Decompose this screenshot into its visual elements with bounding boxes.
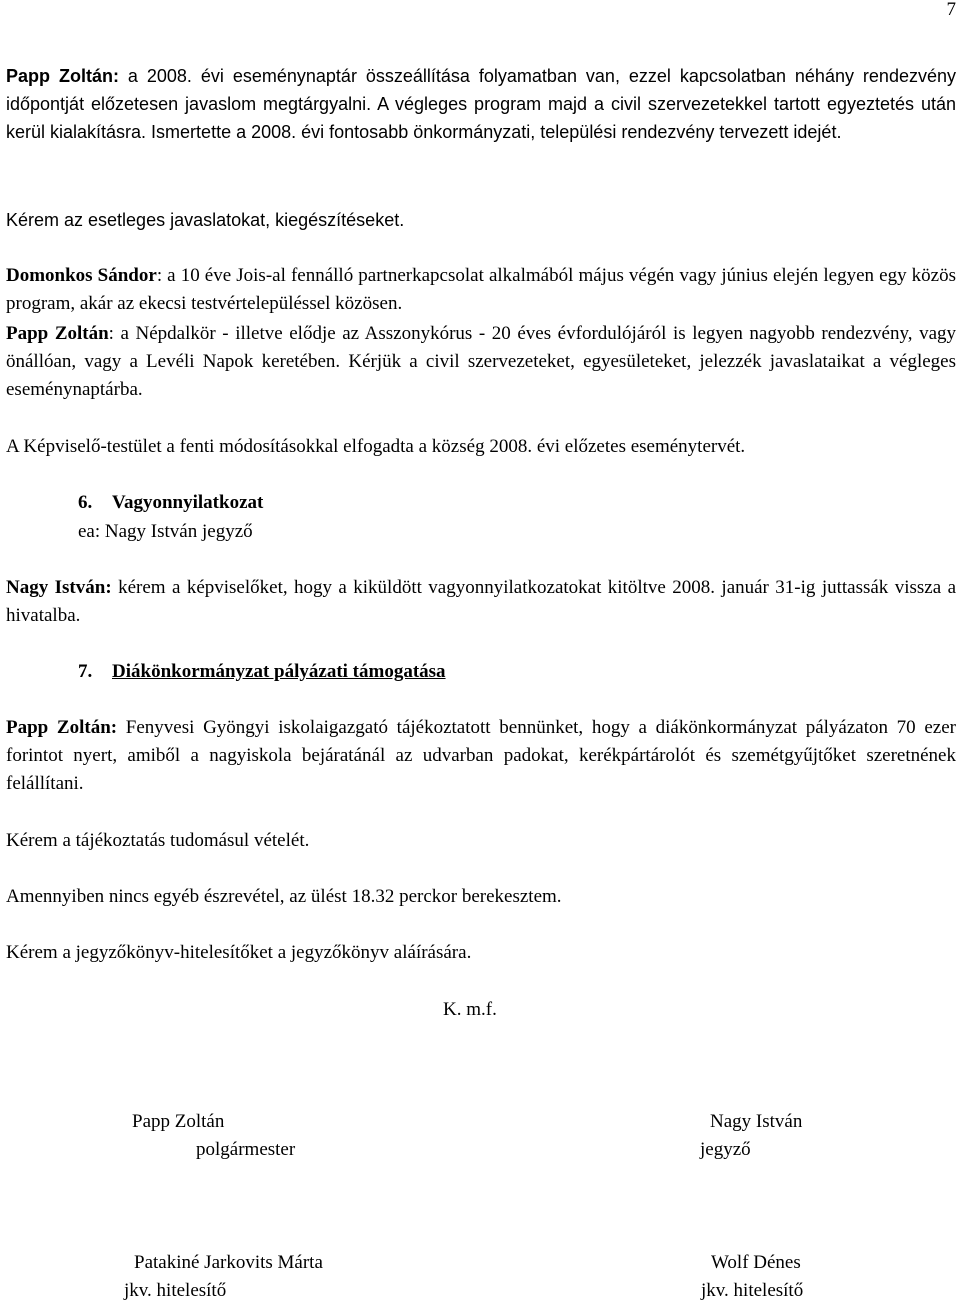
paragraph-text: kérem a képviselőket, hogy a kiküldött vagyonnyilatkozatokat kitöltve 2008. január 31-ig juttassák vissza a hivatalba. [6, 577, 957, 626]
section-6-heading [78, 489, 263, 517]
request-acknowledgement: Kérem a tájékoztatás tudomásul vételét. [6, 830, 310, 851]
signatory-role: jkv. hitelesítő [701, 1280, 804, 1301]
paragraph-diákönkormányzat [6, 714, 956, 798]
kmf: K. m.f. [443, 999, 497, 1020]
paragraph-eseménynaptár [6, 62, 956, 146]
section-title: Vagyonnyilatkozat [112, 492, 264, 513]
paragraph-text: : a 10 éve Jois-al fennálló partnerkapcsolat alkalmából május végén vagy június elején legyen egy közös program, akár az ekecsi testvértelepüléssel közösen. [6, 265, 956, 314]
closing-text: Amennyiben nincs egyéb észrevétel, az ülést 18.32 perckor berekesztem. [6, 886, 562, 907]
speaker-name: Papp Zoltán [6, 323, 109, 344]
section-6-presenter: ea: Nagy István jegyző [78, 521, 253, 542]
page-number: 7 [946, 0, 956, 20]
signatory-role: jegyző [700, 1139, 751, 1160]
paragraph-domonkos [6, 262, 956, 318]
request-signatures: Kérem a jegyzőkönyv-hitelesítőket a jegyzőkönyv aláírására. [6, 942, 472, 963]
paragraph-vagyonnyilatkozat [6, 574, 956, 630]
signatory-name: Papp Zoltán [132, 1111, 225, 1132]
paragraph-népdalkör [6, 320, 956, 404]
paragraph-text: Fenyvesi Gyöngyi iskolaigazgató tájékoztatott bennünket, hogy a diákönkormányzat pályázaton 70 ezer forintot nyert, amiből a nagyiskola bejáratánál az udvarban padokat, kerékpártárolót és szemétgyűjtőket szeretnének felállítani. [6, 717, 956, 794]
speaker-name: Papp Zoltán: [6, 66, 119, 86]
paragraph-text: a 2008. évi eseménynaptár összeállítása folyamatban van, ezzel kapcsolatban néhány rendezvény időpontját előzetesen javaslom megtárgyalni. A végleges program majd a civil szervezetekkel tartott egyeztetés után kerül kialakításra. Ismertette a 2008. évi fontosabb önkormányzati, települési rendezvény tervezett idejét. [6, 66, 956, 142]
section-title: Diákönkormányzat pályázati támogatása [112, 661, 446, 682]
signatory-name: Wolf Dénes [711, 1252, 801, 1273]
speaker-name: Papp Zoltán: [6, 717, 118, 738]
section-number: 6. [78, 492, 93, 513]
signatory-name: Patakiné Jarkovits Márta [134, 1252, 323, 1273]
signatory-name: Nagy István [710, 1111, 803, 1132]
request-suggestions: Kérem az esetleges javaslatokat, kiegészítéseket. [6, 210, 405, 230]
section-number: 7. [78, 661, 93, 682]
speaker-name: Nagy István: [6, 577, 112, 598]
signatory-role: jkv. hitelesítő [124, 1280, 227, 1301]
speaker-name: Domonkos Sándor [6, 265, 157, 286]
paragraph-text: : a Népdalkör - illetve elődje az Asszonykórus - 20 éves évfordulójáról is legyen nagyobb rendezvény, vagy önállóan, vagy a Levéli Napok keretében. Kérjük a civil szervezeteket, egyesületeket, jelezzék javaslataikat a végleges eseménynaptárba. [6, 323, 956, 400]
signatory-role: polgármester [196, 1139, 296, 1160]
resolution-text: A Képviselő-testület a fenti módosításokkal elfogadta a község 2008. évi előzetes eseménytervét. [6, 436, 746, 457]
section-7-heading [78, 658, 446, 686]
